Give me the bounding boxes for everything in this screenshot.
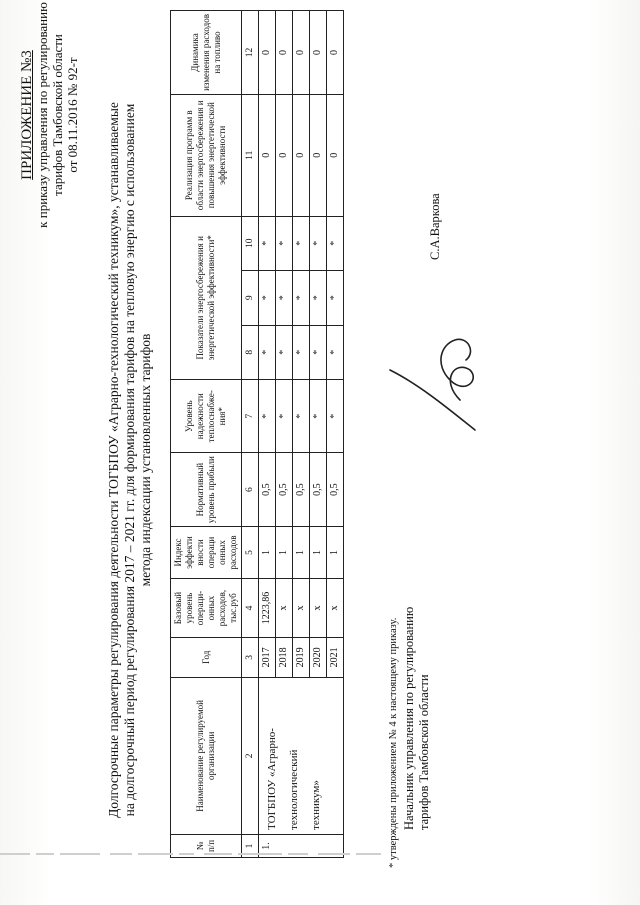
annex-line-3: от 08.11.2016 № 92-т [65,57,80,173]
cell-reliability: * [310,380,327,453]
signatory-position-line-2: тарифов Тамбовской области [417,674,431,830]
cell-dynamics: 0 [310,11,327,95]
col-number: 7 [242,380,259,453]
cell-year: 2020 [310,637,327,677]
document-title-line-2: на долгосрочный период регулирования 2017 – 2021 гг. для формирования тарифов на тепловую энергию с использованием [122,103,137,817]
col-number: 10 [242,216,259,271]
cell-index: 1 [276,526,293,578]
signatory-position [402,607,432,830]
col-number: 5 [242,526,259,578]
rotated-page [20,0,630,870]
cell-energy: * [310,271,327,326]
header-programs: Реализация программ в области энергосбережения и повышения энергетической эффективности [171,94,242,216]
org-name [259,677,344,834]
cell-energy: * [293,325,310,380]
header-base: Базовый уровень операци-онных расходов, тыс.руб [171,579,242,638]
scan-edge-marks [0,840,640,870]
column-number-row [242,11,259,858]
cell-energy: * [310,325,327,380]
cell-profit: 0,5 [310,453,327,526]
header-energy: Показатели энергосбережения и энергетической эффективности* [171,216,242,380]
col-number: 12 [242,11,259,95]
cell-energy: * [327,271,344,326]
cell-dynamics: 0 [276,11,293,95]
header-index: Индекс эффекти вности операци онных расходов [171,526,242,578]
cell-energy: * [276,325,293,380]
header-year: Год [171,637,242,677]
cell-programs: 0 [276,94,293,216]
parameters-table [170,10,344,858]
cell-energy: * [276,271,293,326]
col-number: 1 [242,834,259,857]
handwritten-signature [380,320,490,440]
cell-reliability: * [327,380,344,453]
cell-programs: 0 [327,94,344,216]
cell-dynamics: 0 [327,11,344,95]
col-number: 11 [242,94,259,216]
col-number: 4 [242,579,259,638]
col-number: 2 [242,677,259,834]
cell-energy: * [327,216,344,271]
cell-energy: * [259,271,276,326]
cell-index: 1 [327,526,344,578]
col-number: 8 [242,325,259,380]
cell-programs: 0 [259,94,276,216]
table-header-row [171,11,242,858]
cell-energy: * [310,216,327,271]
cell-base: х [276,579,293,638]
signatory-name: С.А.Варкова [428,193,442,260]
cell-year: 2019 [293,637,310,677]
cell-index: 1 [259,526,276,578]
annex-line-1: к приказу управления по регулированию [35,2,50,228]
cell-reliability: * [259,380,276,453]
header-num: № п/п [171,834,242,857]
cell-programs: 0 [293,94,310,216]
org-number: 1. [259,834,344,857]
annex-line-2: тарифов Тамбовской области [50,34,65,196]
org-name-line: техникум» [310,780,322,830]
cell-profit: 0,5 [327,453,344,526]
cell-profit: 0,5 [276,453,293,526]
col-number: 6 [242,453,259,526]
annex-header [20,0,80,230]
col-number: 3 [242,637,259,677]
col-number: 9 [242,271,259,326]
cell-dynamics: 0 [259,11,276,95]
header-org: Наименование регулируемой организации [171,677,242,834]
cell-dynamics: 0 [293,11,310,95]
cell-year: 2017 [259,637,276,677]
cell-profit: 0,5 [293,453,310,526]
cell-profit: 0,5 [259,453,276,526]
header-dynamics: Динамика изменения расходов на топливо [171,11,242,95]
cell-energy: * [293,216,310,271]
cell-energy: * [276,216,293,271]
cell-reliability: * [293,380,310,453]
signatory-position-line-1: Начальник управления по регулированию [402,606,416,830]
cell-energy: * [259,325,276,380]
cell-energy: * [293,271,310,326]
cell-programs: 0 [310,94,327,216]
cell-reliability: * [276,380,293,453]
cell-base: 1223,86 [259,579,276,638]
header-profit: Нормативный уровень прибыли [171,453,242,526]
document-title [106,80,154,840]
org-name-line: технологический [288,749,300,830]
cell-energy: * [327,325,344,380]
document-title-line-1: Долгосрочные параметры регулирования деятельности ТОГБПОУ «Аграрно-технологический техникум», устанавливаемые [106,102,121,818]
cell-index: 1 [293,526,310,578]
footnote: * утверждены приложением № 4 к настоящему приказу. [388,617,399,868]
cell-base: х [293,579,310,638]
table-row [259,11,276,858]
org-name-line: ТОГБПОУ «Аграрно- [266,728,278,830]
cell-year: 2018 [276,637,293,677]
header-reliability: Уровень надежности теплоснабже-ния* [171,380,242,453]
annex-title: ПРИЛОЖЕНИЕ №3 [19,50,35,180]
cell-index: 1 [310,526,327,578]
document-title-line-3: метода индексации установленных тарифов [138,333,153,587]
cell-energy: * [259,216,276,271]
cell-base: х [327,579,344,638]
cell-base: х [310,579,327,638]
cell-year: 2021 [327,637,344,677]
